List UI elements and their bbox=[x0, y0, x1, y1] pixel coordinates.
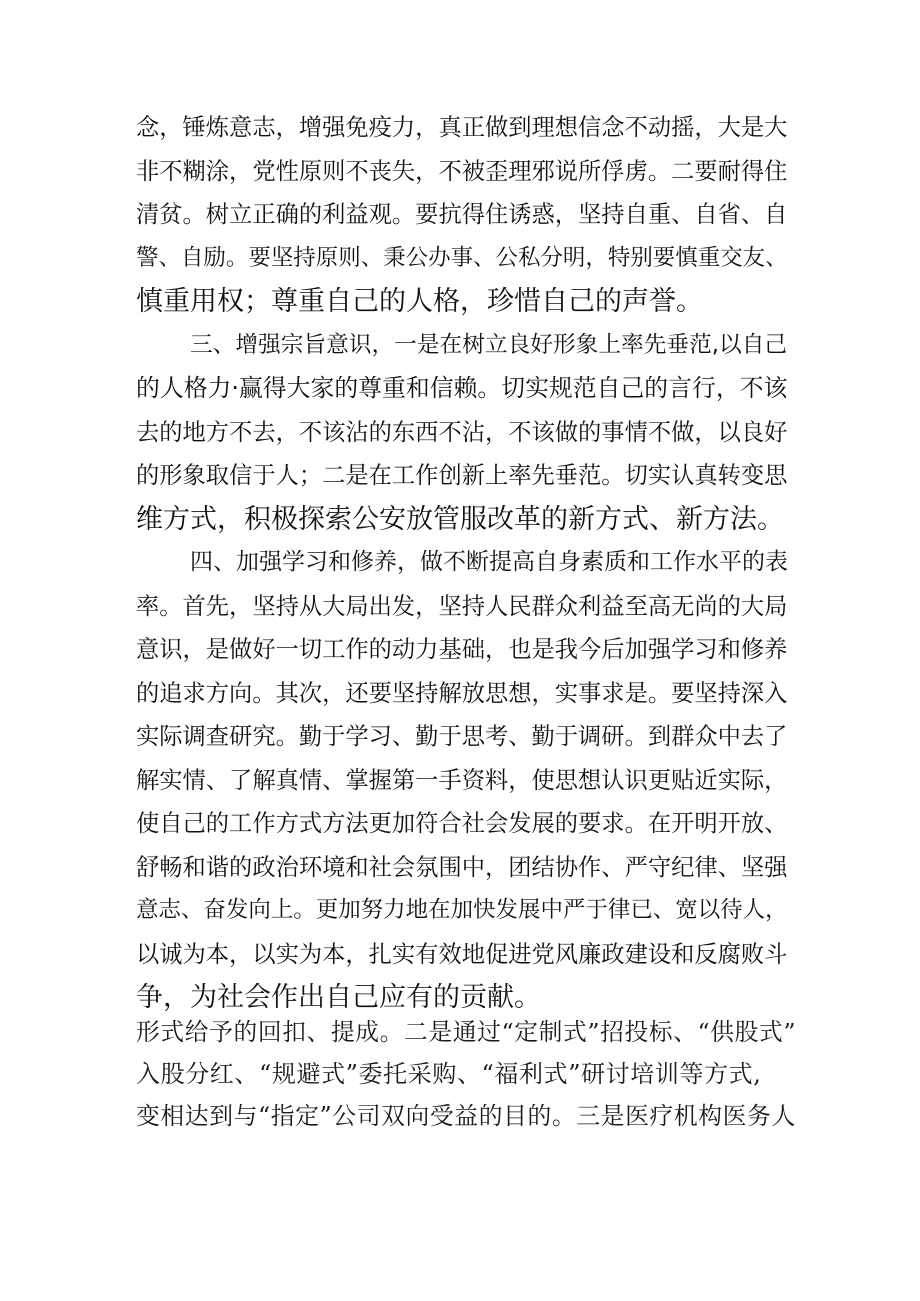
text-line: 实际调查研究。勤于学习、勤于思考、勤于调研。到群众中去了 bbox=[136, 723, 788, 750]
text-line: 念，锤炼意志，增强免疫力，真正做到理想信念不动摇，大是大 bbox=[136, 114, 788, 141]
text-line: 意识，是做好一切工作的动力基础，也是我今后加强学习和修养 bbox=[136, 636, 788, 663]
fragment-line: 形式给予的回扣、提成。二是通过“定制式”招投标、“供股式” bbox=[136, 1018, 797, 1046]
text-line: 的形象取信于人；二是在工作创新上率先垂范。切实认真转变思 bbox=[136, 462, 788, 489]
text-line: 使自己的工作方式方法更加符合社会发展的要求。在开明开放、 bbox=[136, 810, 788, 837]
text-line: 以诚为本，以实为本，扎实有效地促进党风廉政建设和反腐败斗 bbox=[136, 940, 788, 968]
text-line: 非不糊涂，党性原则不丧失，不被歪理邪说所俘虏。二要耐得住 bbox=[136, 157, 788, 185]
appended-fragment bbox=[136, 1011, 796, 1137]
text-line: 率。首先，坚持从大局出发，坚持人民群众利益至高无尚的大局 bbox=[136, 592, 788, 620]
text-line: 维方式，积极探索公安放管服改革的新方式、新方法。 bbox=[136, 503, 784, 535]
text-line: 四、加强学习和修养，做不断提高自身素质和工作水平的表 bbox=[190, 549, 788, 575]
fragment-line: 变相达到与“指定”公司双向受益的目的。三是医疗机构医务人 bbox=[136, 1102, 796, 1130]
text-line: 慎重用权；尊重自己的人格，珍惜自己的声誉。 bbox=[136, 286, 703, 317]
text-line: 三、增强宗旨意识，一是在树立良好形象上率先垂范,以自己 bbox=[190, 331, 788, 358]
text-line: 清贫。树立正确的利益观。要抗得住诱惑，坚持自重、自省、自 bbox=[136, 201, 788, 228]
fragment-line: 入股分红、“规避式”委托采购、“福利式”研讨培训等方式, bbox=[136, 1060, 762, 1088]
body-paragraphs bbox=[136, 106, 788, 1020]
text-line: 争，为社会作出自己应有的贡献。 bbox=[136, 982, 541, 1013]
text-line: 舒畅和谐的政治环境和社会氛围中，团结协作、严守纪律、坚强 bbox=[136, 853, 788, 881]
text-line: 解实情、了解真情、掌握第一手资料，使思想认识更贴近实际， bbox=[136, 766, 788, 794]
text-line: 的追求方向。其次，还要坚持解放思想，实事求是。要坚持深入 bbox=[136, 679, 788, 707]
text-line: 去的地方不去，不该沾的东西不沾，不该做的事情不做，以良好 bbox=[136, 418, 788, 446]
text-line: 意志、奋发向上。更加努力地在加快发展中严于律已、宽以待人， bbox=[136, 897, 788, 923]
text-line: 的人格力·赢得大家的尊重和信赖。切实规范自己的言行，不该 bbox=[136, 374, 788, 402]
text-line: 警、自励。要坚持原则、秉公办事、公私分明，特别要慎重交友、 bbox=[136, 244, 788, 271]
